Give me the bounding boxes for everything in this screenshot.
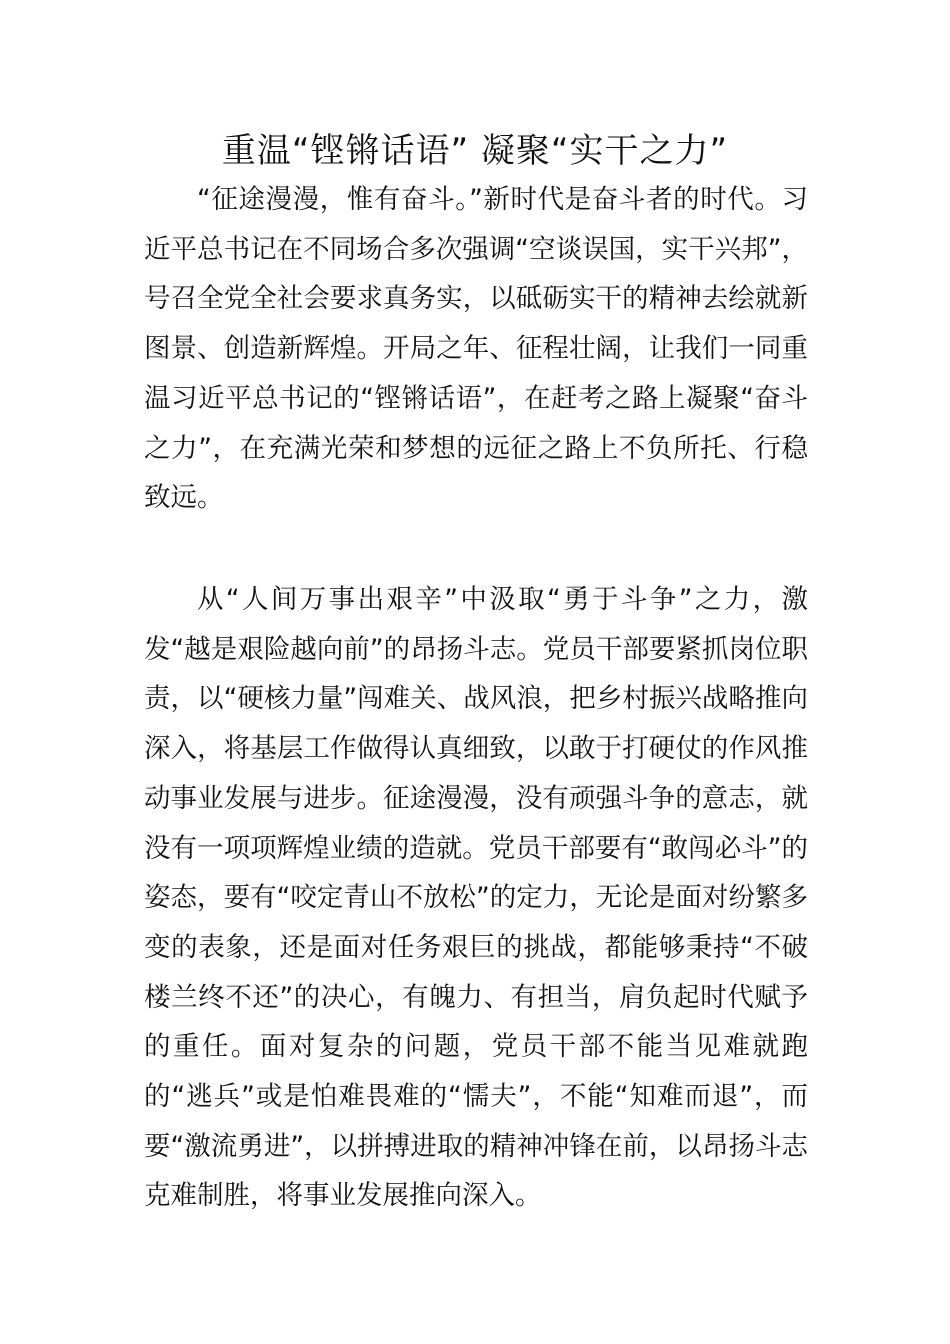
document-title: 重温“铿锵话语” 凝聚“实干之力” [221, 131, 729, 171]
paragraph-struggle: 从“人间万事出艰辛”中汲取“勇于斗争”之力，激发“越是艰险越向前”的昂扬斗志。党员干部要紧抓岗位职责，以“硬核力量”闯难关、战风浪，把乡村振兴战略推向深入，将基层工作做得认真细致，以敢于打硬仗的作风推动事业发展与进步。征途漫漫，没有顽强斗争的意志，就没有一项项辉煌业绩的造就。党员干部要有“敢闯必斗”的姿态，要有“咬定青山不放松”的定力，无论是面对纷繁多变的表象，还是面对任务艰巨的挑战，都能够秉持“不破楼兰终不还”的决心，有魄力、有担当，肩负起时代赋予的重任。面对复杂的问题，党员干部不能当见难就跑的“逃兵”或是怕难畏难的“懦夫”，不能“知难而退”，而要“激流勇进”，以拼搏进取的精神冲锋在前，以昂扬斗志克难制胜，将事业发展推向深入。 [144, 584, 808, 1212]
paragraph-intro: “征途漫漫，惟有奋斗。”新时代是奋斗者的时代。习近平总书记在不同场合多次强调“空谈误国，实干兴邦”，号召全党全社会要求真务实，以砥砺实干的精神去绘就新图景、创造新辉煌。开局之年、征程壮阔，让我们一同重温习近平总书记的“铿锵话语”，在赶考之路上凝聚“奋斗之力”，在充满光荣和梦想的远征之路上不负所托、行稳致远。 [144, 184, 808, 514]
